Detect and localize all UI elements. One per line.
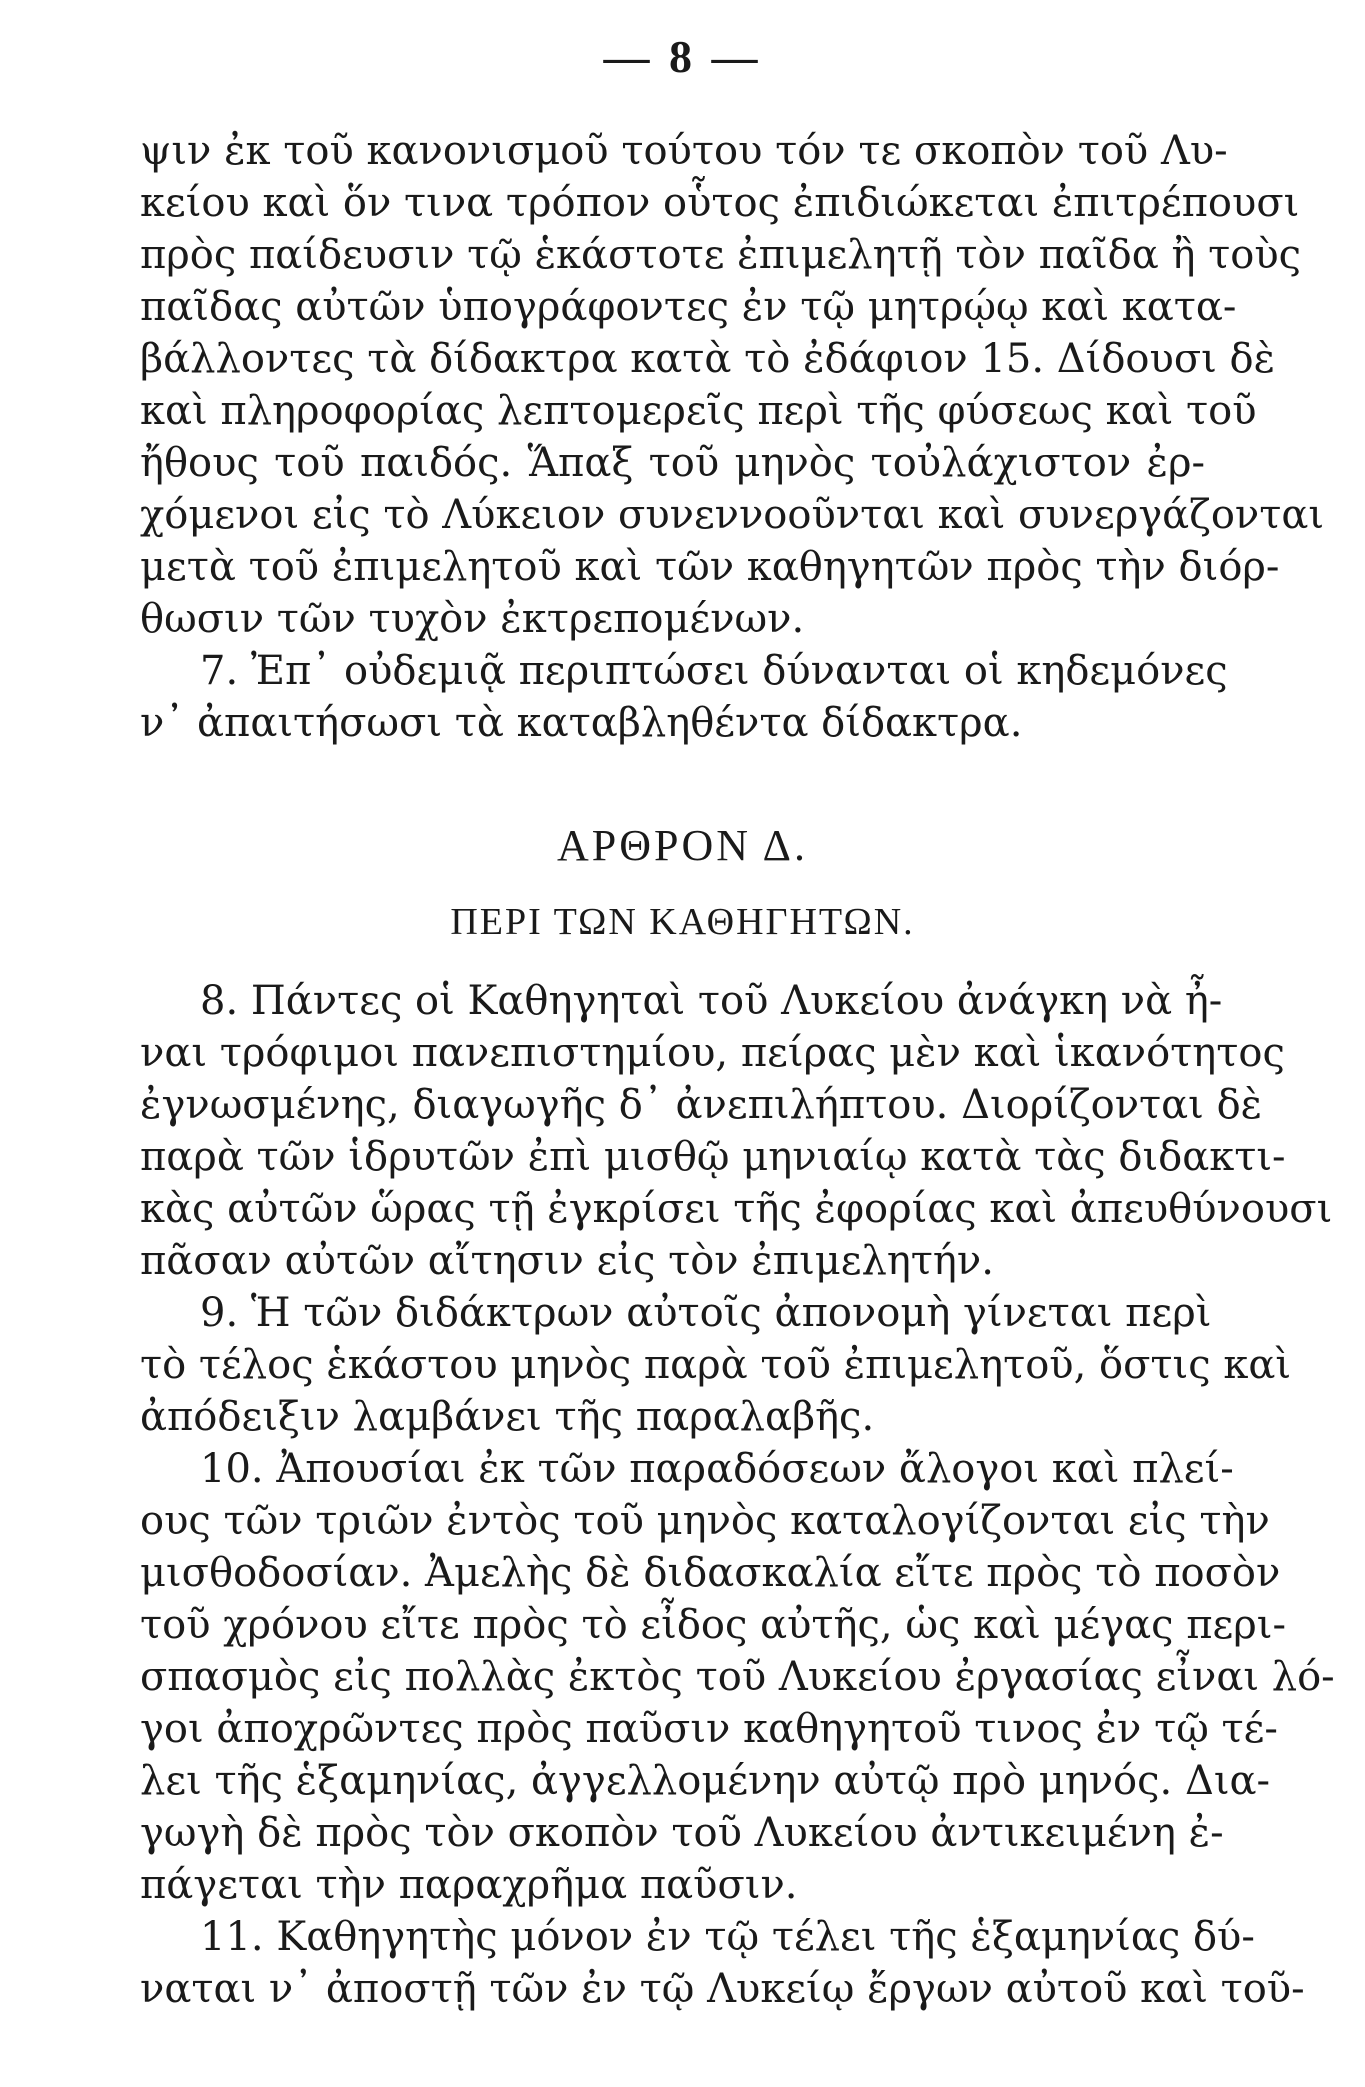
text-line: 11. Καθηγητὴς μόνον ἐν τῷ τέλει τῆς ἑξαμηνίας δύ-	[200, 1914, 1255, 1960]
text-line: ψιν ἐκ τοῦ κανονισμοῦ τούτου τόν τε σκοπὸν τοῦ Λυ-	[140, 128, 1228, 174]
text-line: πρὸς παίδευσιν τῷ ἑκάστοτε ἐπιμελητῇ τὸν παῖδα ἢ τοὺς	[140, 232, 1302, 278]
text-line: χόμενοι εἰς τὸ Λύκειον συνεννοοῦνται καὶ συνεργάζονται	[140, 492, 1325, 538]
text-line: κείου καὶ ὅν τινα τρόπον οὗτος ἐπιδιώκεται ἐπιτρέπουσι	[140, 180, 1300, 226]
text-line: 9. Ἡ τῶν διδάκτρων αὐτοῖς ἀπονομὴ γίνεται περὶ	[200, 1290, 1212, 1336]
text-line: καὶ πληροφορίας λεπτομερεῖς περὶ τῆς φύσεως καὶ τοῦ	[140, 388, 1257, 434]
article-heading: ΑΡΘΡΟΝ Δ.	[557, 821, 808, 870]
text-line: ἐγνωσμένης, διαγωγῆς δ᾽ ἀνεπιλήπτου. Διορίζονται δὲ	[140, 1082, 1263, 1128]
text-line: 10. Ἀπουσίαι ἐκ τῶν παραδόσεων ἄλογοι καὶ πλεί-	[200, 1446, 1234, 1492]
text-line: σπασμὸς εἰς πολλὰς ἐκτὸς τοῦ Λυκείου ἐργασίας εἶναι λό-	[140, 1654, 1335, 1700]
text-line: μισθοδοσίαν. Ἀμελὴς δὲ διδασκαλία εἴτε πρὸς τὸ ποσὸν	[140, 1550, 1281, 1596]
text-line: 7. Ἐπ᾽ οὐδεμιᾷ περιπτώσει δύνανται οἱ κηδεμόνες	[200, 648, 1228, 694]
text-line: ἤθους τοῦ παιδός. Ἅπαξ τοῦ μηνὸς τοὐλάχιστον ἐρ-	[140, 440, 1205, 486]
text-line: λει τῆς ἑξαμηνίας, ἀγγελλομένην αὐτῷ πρὸ μηνός. Δια-	[140, 1758, 1271, 1804]
text-line: 8. Πάντες οἱ Καθηγηταὶ τοῦ Λυκείου ἀνάγκη νὰ ἦ-	[200, 978, 1223, 1024]
text-line: ους τῶν τριῶν ἐντὸς τοῦ μηνὸς καταλογίζονται εἰς τὴν	[140, 1498, 1270, 1544]
text-block-bottom	[140, 975, 1335, 2015]
text-line: γοι ἀποχρῶντες πρὸς παῦσιν καθηγητοῦ τινος ἐν τῷ τέ-	[140, 1706, 1278, 1752]
text-line: ν᾽ ἀπαιτήσωσι τὰ καταβληθέντα δίδακτρα.	[140, 700, 1023, 746]
page-number: — 8 —	[603, 31, 762, 82]
text-line: παρὰ τῶν ἱδρυτῶν ἐπὶ μισθῷ μηνιαίῳ κατὰ τὰς διδακτι-	[140, 1134, 1286, 1180]
text-line: τοῦ χρόνου εἴτε πρὸς τὸ εἶδος αὐτῆς, ὡς καὶ μέγας περι-	[140, 1602, 1286, 1648]
text-line: ναται ν᾽ ἀποστῇ τῶν ἐν τῷ Λυκείῳ ἔργων αὐτοῦ καὶ τοῦ-	[140, 1966, 1305, 2012]
text-line: ναι τρόφιμοι πανεπιστημίου, πείρας μὲν καὶ ἱκανότητος	[140, 1030, 1285, 1076]
text-line: παῖδας αὐτῶν ὑπογράφοντες ἐν τῷ μητρῴῳ καὶ κατα-	[140, 284, 1237, 330]
text-block-top	[140, 125, 1325, 749]
text-line: κὰς αὐτῶν ὥρας τῇ ἐγκρίσει τῆς ἐφορίας καὶ ἀπευθύνουσι	[140, 1186, 1333, 1232]
text-line: πᾶσαν αὐτῶν αἴτησιν εἰς τὸν ἐπιμελητήν.	[140, 1238, 994, 1284]
text-line: γωγὴ δὲ πρὸς τὸν σκοπὸν τοῦ Λυκείου ἀντικειμένη ἐ-	[140, 1810, 1224, 1856]
text-line: τὸ τέλος ἑκάστου μηνὸς παρὰ τοῦ ἐπιμελητοῦ, ὅστις καὶ	[140, 1342, 1292, 1388]
text-line: ἀπόδειξιν λαμβάνει τῆς παραλαβῆς.	[140, 1394, 875, 1440]
text-line: θωσιν τῶν τυχὸν ἐκτρεπομένων.	[140, 596, 805, 642]
section-heading: ΠΕΡΙ ΤΩΝ ΚΑΘΗΓΗΤΩΝ.	[450, 901, 915, 943]
text-line: βάλλοντες τὰ δίδακτρα κατὰ τὸ ἐδάφιον 15. Δίδουσι δὲ	[140, 336, 1276, 382]
text-line: πάγεται τὴν παραχρῆμα παῦσιν.	[140, 1862, 798, 1908]
text-line: μετὰ τοῦ ἐπιμελητοῦ καὶ τῶν καθηγητῶν πρὸς τὴν διόρ-	[140, 544, 1280, 590]
